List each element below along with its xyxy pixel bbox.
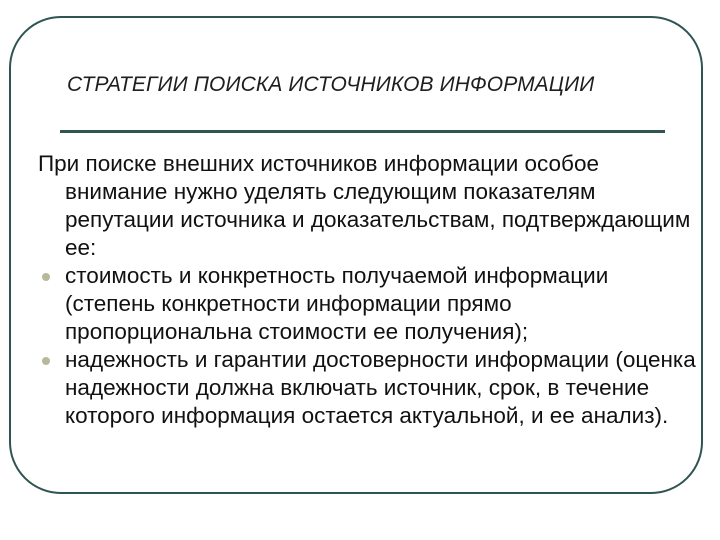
slide-title: СТРАТЕГИИ ПОИСКА ИСТОЧНИКОВ ИНФОРМАЦИИ	[67, 73, 595, 96]
bullet-dot-icon	[42, 357, 50, 365]
bullet-item-reliability	[38, 346, 698, 430]
bullet-text: стоимость и конкретность получаемой информации (степень конкретности информации прямо пропорциональна стоимости ее получения);	[65, 263, 609, 344]
bullet-text: надежность и гарантии достоверности информации (оценка надежности должна включать источник, срок, в течение которого информация остается актуальной, и ее анализ).	[65, 347, 696, 428]
bullet-dot-icon	[42, 273, 50, 281]
bullet-item-cost	[38, 262, 698, 346]
title-underline	[60, 130, 665, 133]
intro-paragraph: При поиске внешних источников информации особое внимание нужно уделять следующим показателям репутации источника и доказательствам, подтверждающим ее:	[38, 151, 691, 260]
slide-body	[38, 150, 698, 430]
